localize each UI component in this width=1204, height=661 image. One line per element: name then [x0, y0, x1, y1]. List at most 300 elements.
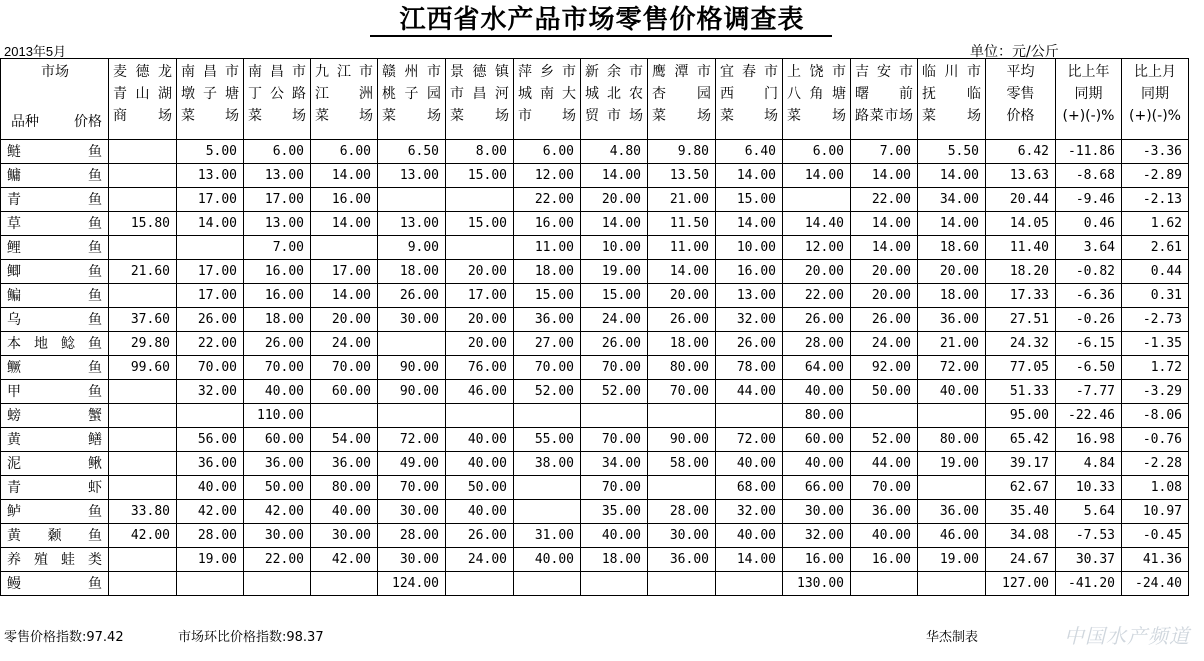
column-header: [446, 59, 514, 140]
table-row: [1, 308, 1189, 332]
price-cell: 32.00: [716, 500, 783, 524]
price-cell: 14.00: [581, 164, 648, 188]
price-cell: [514, 404, 581, 428]
price-cell: 24.67: [986, 548, 1056, 572]
price-cell: 14.00: [716, 164, 783, 188]
price-cell: 40.00: [783, 380, 851, 404]
price-cell: -2.28: [1122, 452, 1189, 476]
price-cell: 22.00: [177, 332, 244, 356]
variety-name: 黄颡鱼: [1, 524, 109, 548]
variety-name: 鲢鱼: [1, 140, 109, 164]
header-line: 市昌河: [450, 86, 509, 102]
price-cell: 36.00: [177, 452, 244, 476]
price-cell: [109, 428, 177, 452]
price-cell: 15.00: [446, 212, 514, 236]
header-line: 比上年: [1067, 64, 1110, 80]
price-cell: 14.00: [311, 284, 378, 308]
price-cell: 6.00: [244, 140, 311, 164]
sheet-title: 江西省水产品市场零售价格调查表: [399, 5, 805, 35]
price-cell: 127.00: [986, 572, 1056, 596]
price-cell: 14.00: [851, 236, 918, 260]
column-header: [1056, 59, 1122, 140]
price-cell: 16.00: [851, 548, 918, 572]
price-cell: 21.60: [109, 260, 177, 284]
price-cell: 52.00: [851, 428, 918, 452]
price-cell: [918, 404, 986, 428]
column-header: [648, 59, 716, 140]
price-cell: 33.80: [109, 500, 177, 524]
price-cell: 24.00: [851, 332, 918, 356]
price-table: [0, 58, 1189, 596]
price-cell: 14.00: [851, 212, 918, 236]
header-line: 菜场: [720, 108, 778, 124]
price-cell: 40.00: [446, 452, 514, 476]
price-cell: 30.00: [244, 524, 311, 548]
price-cell: 30.00: [378, 500, 446, 524]
price-cell: 10.33: [1056, 476, 1122, 500]
price-cell: 21.00: [648, 188, 716, 212]
price-cell: 17.00: [446, 284, 514, 308]
price-cell: 56.00: [177, 428, 244, 452]
price-cell: 70.00: [581, 428, 648, 452]
header-line: 桃子园: [382, 86, 441, 102]
price-cell: 72.00: [716, 428, 783, 452]
table-row: [1, 500, 1189, 524]
header-line: 市场: [518, 108, 576, 124]
header-line: 贸市场: [585, 108, 643, 124]
price-cell: 18.00: [514, 260, 581, 284]
variety-name: 乌鱼: [1, 308, 109, 332]
variety-name: 本地鲶鱼: [1, 332, 109, 356]
header-line: 菜场: [382, 108, 441, 124]
price-cell: [109, 404, 177, 428]
price-cell: [581, 404, 648, 428]
price-cell: 13.50: [648, 164, 716, 188]
price-cell: 18.00: [918, 284, 986, 308]
price-cell: 124.00: [378, 572, 446, 596]
price-cell: 6.40: [716, 140, 783, 164]
table-row: [1, 140, 1189, 164]
price-cell: 50.00: [446, 476, 514, 500]
table-row: [1, 548, 1189, 572]
price-cell: 50.00: [851, 380, 918, 404]
price-cell: 15.00: [446, 164, 514, 188]
price-cell: 70.00: [514, 356, 581, 380]
price-cell: [851, 404, 918, 428]
price-cell: -0.45: [1122, 524, 1189, 548]
variety-name: 青虾: [1, 476, 109, 500]
price-cell: -22.46: [1056, 404, 1122, 428]
price-cell: 20.00: [446, 308, 514, 332]
price-cell: 99.60: [109, 356, 177, 380]
price-cell: 31.00: [514, 524, 581, 548]
price-cell: 66.00: [783, 476, 851, 500]
price-cell: 77.05: [986, 356, 1056, 380]
price-cell: 20.00: [851, 284, 918, 308]
price-cell: 40.00: [177, 476, 244, 500]
price-cell: 28.00: [648, 500, 716, 524]
price-cell: 20.44: [986, 188, 1056, 212]
price-cell: 6.42: [986, 140, 1056, 164]
header-line: (+)(-)%: [1062, 108, 1115, 124]
price-cell: [783, 188, 851, 212]
price-cell: -6.50: [1056, 356, 1122, 380]
price-cell: 18.00: [581, 548, 648, 572]
price-cell: [581, 572, 648, 596]
price-cell: 26.00: [716, 332, 783, 356]
price-cell: 40.00: [311, 500, 378, 524]
price-cell: -2.73: [1122, 308, 1189, 332]
price-cell: 11.40: [986, 236, 1056, 260]
market-price-index: 市场环比价格指数:98.37: [178, 630, 324, 645]
price-cell: [446, 236, 514, 260]
price-cell: [109, 164, 177, 188]
price-cell: 16.00: [244, 284, 311, 308]
price-cell: 92.00: [851, 356, 918, 380]
table-row: [1, 476, 1189, 500]
header-line: 临川市: [922, 64, 981, 80]
price-cell: 6.00: [514, 140, 581, 164]
price-cell: 20.00: [851, 260, 918, 284]
price-cell: 28.00: [783, 332, 851, 356]
price-cell: [514, 500, 581, 524]
price-cell: 14.00: [311, 212, 378, 236]
price-cell: 5.64: [1056, 500, 1122, 524]
header-line: 菜场: [315, 108, 373, 124]
price-cell: 17.00: [177, 188, 244, 212]
unit-label: 单位：元/公斤: [970, 44, 1059, 60]
price-cell: 46.00: [446, 380, 514, 404]
price-cell: 27.00: [514, 332, 581, 356]
price-cell: 19.00: [581, 260, 648, 284]
header-line: 西门: [720, 86, 778, 102]
price-cell: 6.00: [311, 140, 378, 164]
price-cell: 36.00: [311, 452, 378, 476]
price-cell: 14.05: [986, 212, 1056, 236]
price-cell: 30.00: [311, 524, 378, 548]
price-cell: 70.00: [177, 356, 244, 380]
price-cell: 14.00: [918, 212, 986, 236]
price-cell: 18.00: [648, 332, 716, 356]
header-line: 上饶市: [787, 64, 846, 80]
variety-name: 草鱼: [1, 212, 109, 236]
price-cell: [648, 572, 716, 596]
price-cell: 90.00: [378, 356, 446, 380]
price-cell: [109, 548, 177, 572]
price-cell: 22.00: [851, 188, 918, 212]
price-cell: [244, 572, 311, 596]
price-cell: [378, 332, 446, 356]
price-cell: 42.00: [244, 500, 311, 524]
price-cell: -7.53: [1056, 524, 1122, 548]
price-cell: 10.00: [716, 236, 783, 260]
price-cell: -1.35: [1122, 332, 1189, 356]
column-header: [109, 59, 177, 140]
price-cell: 38.00: [514, 452, 581, 476]
column-header: [581, 59, 648, 140]
price-cell: [446, 188, 514, 212]
header-line: 菜场: [450, 108, 509, 124]
table-row: [1, 332, 1189, 356]
header-line: 鹰潭市: [652, 64, 711, 80]
price-cell: 40.00: [918, 380, 986, 404]
header-line: 吉安市: [855, 64, 913, 80]
price-cell: 14.00: [783, 164, 851, 188]
header-row: [1, 59, 1189, 140]
header-line: 菜场: [787, 108, 846, 124]
price-cell: 68.00: [716, 476, 783, 500]
header-line: 商场: [113, 108, 172, 124]
price-cell: -0.82: [1056, 260, 1122, 284]
price-cell: 90.00: [648, 428, 716, 452]
price-cell: 40.00: [581, 524, 648, 548]
price-cell: 70.00: [581, 356, 648, 380]
header-line: 比上月: [1134, 64, 1176, 80]
price-cell: 14.40: [783, 212, 851, 236]
header-line: 新余市: [585, 64, 643, 80]
header-line: 同期: [1141, 86, 1169, 102]
price-cell: 7.00: [851, 140, 918, 164]
price-cell: 11.00: [648, 236, 716, 260]
price-cell: 18.00: [244, 308, 311, 332]
variety-name: 泥鳅: [1, 452, 109, 476]
price-cell: 26.00: [244, 332, 311, 356]
corner-market-label: 市场: [41, 64, 69, 80]
price-cell: [109, 284, 177, 308]
price-cell: 72.00: [378, 428, 446, 452]
header-line: 零售: [1006, 86, 1035, 102]
price-cell: 16.98: [1056, 428, 1122, 452]
price-cell: 70.00: [648, 380, 716, 404]
column-header: [177, 59, 244, 140]
price-cell: 36.00: [648, 548, 716, 572]
price-cell: 44.00: [851, 452, 918, 476]
price-cell: 15.00: [716, 188, 783, 212]
column-header: [851, 59, 918, 140]
price-cell: -6.15: [1056, 332, 1122, 356]
price-cell: 49.00: [378, 452, 446, 476]
price-cell: 17.00: [311, 260, 378, 284]
price-cell: 14.00: [716, 212, 783, 236]
price-cell: 1.72: [1122, 356, 1189, 380]
column-header: [514, 59, 581, 140]
price-cell: -41.20: [1056, 572, 1122, 596]
price-cell: 40.00: [446, 428, 514, 452]
price-cell: 24.00: [581, 308, 648, 332]
price-cell: 70.00: [311, 356, 378, 380]
header-line: 青山湖: [113, 86, 172, 102]
price-cell: [177, 236, 244, 260]
price-cell: 42.00: [109, 524, 177, 548]
column-header: [1122, 59, 1189, 140]
price-cell: 39.17: [986, 452, 1056, 476]
price-cell: 28.00: [177, 524, 244, 548]
header-line: 价格: [1006, 108, 1035, 124]
price-cell: 80.00: [783, 404, 851, 428]
price-cell: 22.00: [514, 188, 581, 212]
price-cell: 18.00: [378, 260, 446, 284]
price-cell: 60.00: [311, 380, 378, 404]
price-cell: 14.00: [648, 260, 716, 284]
header-line: 抚临: [922, 86, 981, 102]
price-cell: 32.00: [783, 524, 851, 548]
price-cell: -8.06: [1122, 404, 1189, 428]
corner-variety-label: 品种: [11, 114, 39, 130]
price-cell: -8.68: [1056, 164, 1122, 188]
price-cell: 55.00: [514, 428, 581, 452]
price-cell: 40.00: [446, 500, 514, 524]
price-cell: 78.00: [716, 356, 783, 380]
price-cell: 42.00: [311, 548, 378, 572]
price-cell: 26.00: [446, 524, 514, 548]
price-cell: 20.00: [311, 308, 378, 332]
price-cell: 11.00: [514, 236, 581, 260]
price-cell: 34.00: [581, 452, 648, 476]
price-cell: 12.00: [783, 236, 851, 260]
header-line: 路菜市场: [855, 108, 913, 124]
price-cell: 26.00: [177, 308, 244, 332]
price-cell: 13.00: [244, 164, 311, 188]
header-line: 麦德龙: [113, 64, 172, 80]
column-header: [311, 59, 378, 140]
table-maker: 华杰制表: [926, 630, 979, 645]
column-header: [716, 59, 783, 140]
column-header: [986, 59, 1056, 140]
price-cell: 0.44: [1122, 260, 1189, 284]
price-cell: [177, 404, 244, 428]
table-row: [1, 212, 1189, 236]
price-cell: 64.00: [783, 356, 851, 380]
header-line: 城北农: [585, 86, 643, 102]
price-cell: 95.00: [986, 404, 1056, 428]
price-cell: 70.00: [851, 476, 918, 500]
header-line: 墩子塘: [181, 86, 239, 102]
price-cell: 28.00: [378, 524, 446, 548]
price-cell: 16.00: [783, 548, 851, 572]
price-cell: [918, 476, 986, 500]
header-line: 平均: [1006, 64, 1035, 80]
price-cell: [109, 380, 177, 404]
price-cell: 8.00: [446, 140, 514, 164]
price-cell: 14.00: [177, 212, 244, 236]
price-cell: 27.51: [986, 308, 1056, 332]
price-cell: -0.26: [1056, 308, 1122, 332]
price-cell: 50.00: [244, 476, 311, 500]
price-cell: 36.00: [918, 308, 986, 332]
table-row: [1, 452, 1189, 476]
price-cell: 30.00: [378, 308, 446, 332]
header-line: 萍乡市: [518, 64, 576, 80]
price-cell: 19.00: [177, 548, 244, 572]
header-line: 菜场: [922, 108, 981, 124]
price-cell: 70.00: [581, 476, 648, 500]
price-cell: 20.00: [648, 284, 716, 308]
table-row: [1, 188, 1189, 212]
price-cell: 40.00: [514, 548, 581, 572]
price-cell: 34.08: [986, 524, 1056, 548]
price-cell: 30.00: [648, 524, 716, 548]
price-cell: 35.40: [986, 500, 1056, 524]
header-line: 南昌市: [248, 64, 306, 80]
price-cell: 14.00: [581, 212, 648, 236]
price-cell: 14.00: [918, 164, 986, 188]
price-cell: 20.00: [581, 188, 648, 212]
price-cell: 5.00: [177, 140, 244, 164]
header-line: 丁公路: [248, 86, 306, 102]
price-cell: 17.00: [177, 284, 244, 308]
price-cell: 13.63: [986, 164, 1056, 188]
header-line: 杏园: [652, 86, 711, 102]
variety-name: 鲤鱼: [1, 236, 109, 260]
header-line: 江洲: [315, 86, 373, 102]
header-line: 城南大: [518, 86, 576, 102]
price-cell: 9.80: [648, 140, 716, 164]
price-cell: [514, 476, 581, 500]
price-cell: 15.00: [514, 284, 581, 308]
retail-price-index: 零售价格指数:97.42: [4, 630, 124, 645]
price-cell: [378, 404, 446, 428]
price-cell: 13.00: [378, 212, 446, 236]
header-line: (+)(-)%: [1129, 108, 1181, 124]
price-cell: [311, 236, 378, 260]
price-cell: 36.00: [918, 500, 986, 524]
price-cell: 70.00: [244, 356, 311, 380]
price-cell: -24.40: [1122, 572, 1189, 596]
price-cell: 30.37: [1056, 548, 1122, 572]
price-cell: 12.00: [514, 164, 581, 188]
price-cell: 62.67: [986, 476, 1056, 500]
price-cell: [716, 404, 783, 428]
price-cell: 24.32: [986, 332, 1056, 356]
price-cell: -2.13: [1122, 188, 1189, 212]
price-cell: 24.00: [446, 548, 514, 572]
price-cell: 26.00: [851, 308, 918, 332]
price-cell: 36.00: [244, 452, 311, 476]
price-cell: 5.50: [918, 140, 986, 164]
price-cell: 65.42: [986, 428, 1056, 452]
price-cell: [177, 572, 244, 596]
price-cell: 32.00: [716, 308, 783, 332]
table-row: [1, 380, 1189, 404]
price-cell: 19.00: [918, 452, 986, 476]
price-cell: -9.46: [1056, 188, 1122, 212]
price-cell: 35.00: [581, 500, 648, 524]
variety-name: 鲈鱼: [1, 500, 109, 524]
price-cell: -6.36: [1056, 284, 1122, 308]
price-cell: 51.33: [986, 380, 1056, 404]
price-cell: 24.00: [311, 332, 378, 356]
price-cell: 41.36: [1122, 548, 1189, 572]
price-cell: 40.00: [244, 380, 311, 404]
price-cell: 11.50: [648, 212, 716, 236]
variety-name: 养殖蛙类: [1, 548, 109, 572]
price-cell: [311, 572, 378, 596]
price-cell: 20.00: [783, 260, 851, 284]
column-header: [378, 59, 446, 140]
header-line: 赣州市: [382, 64, 441, 80]
price-cell: 16.00: [244, 260, 311, 284]
price-cell: 6.00: [783, 140, 851, 164]
price-cell: 20.00: [918, 260, 986, 284]
price-cell: 14.00: [311, 164, 378, 188]
price-cell: 40.00: [716, 524, 783, 548]
watermark-text: 中国水产频道: [1064, 624, 1190, 648]
header-line: 景德镇: [450, 64, 509, 80]
price-cell: [918, 572, 986, 596]
corner-cell: [1, 59, 109, 140]
header-line: 菜场: [248, 108, 306, 124]
header-line: 宜春市: [720, 64, 778, 80]
